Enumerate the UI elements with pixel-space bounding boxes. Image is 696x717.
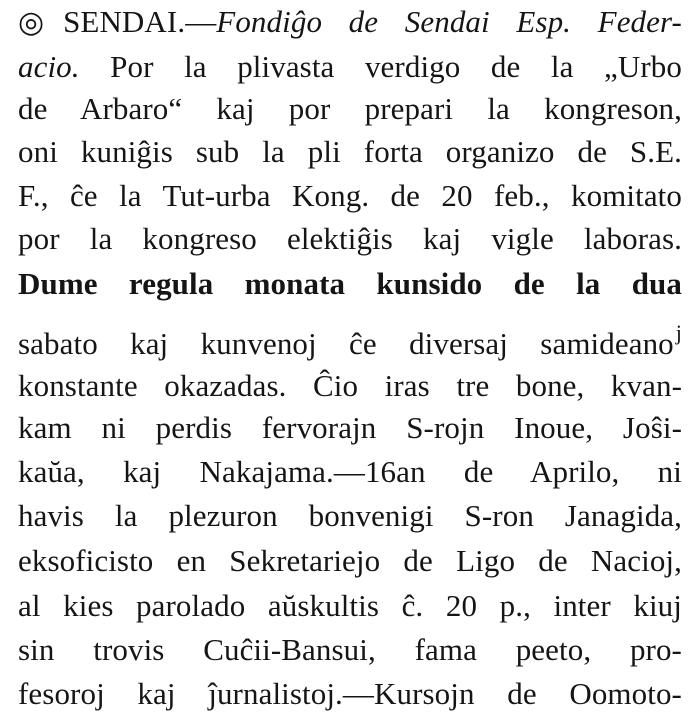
text-line-15: sin trovis Cuĉii-Bansui, fama peeto, pro-: [18, 632, 682, 667]
text-line-1: [18, 2, 682, 42]
superscript-j: j: [675, 320, 682, 345]
text-line-6: por la kongreso elektiĝis kaj vigle laboras.: [18, 221, 682, 256]
text-line-12: havis la plezuron bonvenigi S-ron Janagida,: [18, 498, 682, 533]
text-line-14: al kies parolado aŭskultis ĉ. 20 p., inter kiuj: [18, 588, 682, 623]
text-line-3: de Arbaro“ kaj por prepari la kongreson,: [18, 91, 682, 126]
text-line-5: F., ĉe la Tut-urba Kong. de 20 feb., komitato: [18, 178, 682, 213]
circle-symbol: ◎: [18, 6, 64, 39]
text-line-11: kaŭa, kaj Nakajama.—16an de Aprilo, ni: [18, 454, 682, 489]
dash: —: [185, 4, 217, 39]
article-title: Fondiĝo de Sendai Esp. Feder-: [216, 4, 682, 39]
text-line-2: acio. Por la plivasta verdigo de la „Urbo: [18, 49, 682, 84]
text-line-10: kam ni perdis fervorajn S-rojn Inoue, Joŝi-: [18, 410, 682, 445]
text-line-8: sabato kaj kunvenoj ĉe diversaj samideano$^j$: [18, 320, 682, 361]
text-line-9: konstante okazadas. Ĉio iras tre bone, kvan-: [18, 368, 682, 403]
article-title-end: acio.: [18, 49, 80, 84]
place-name: SENDAI.: [63, 4, 186, 39]
text-line-4: oni kuniĝis sub la pli forta organizo de S.E.: [18, 134, 682, 169]
text-line-16: fesoroj kaj ĵurnalistoj.—Kursojn de Oomoto-: [18, 676, 682, 711]
text-line-13: eksoficisto en Sekretariejo de Ligo de Nacioj,: [18, 543, 682, 578]
text-line-7: Dume regula monata kunsido de la dua: [18, 266, 682, 301]
